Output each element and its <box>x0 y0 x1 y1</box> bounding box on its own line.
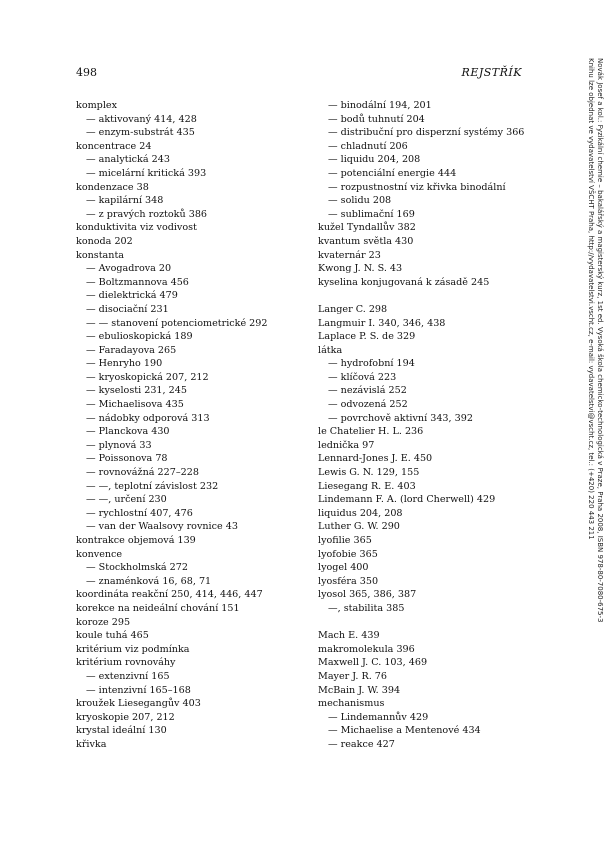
index-entry: kritérium viz podmínka <box>76 643 190 655</box>
index-entry: mechanismus <box>318 698 385 710</box>
publication-note-line-1: Novák Josef a kol.: Fyzikální chemie – bakalářský a magisterský kurz, 1st ed. Vysoká škola chemicko-technologická v Praze, Praha 2008, ISBN 978-80-7080-675-3 <box>596 58 604 623</box>
index-entry: koroze 295 <box>76 616 131 628</box>
index-subentry: — —, určení 230 <box>86 494 167 506</box>
index-subentry: — rychlostní 407, 476 <box>86 507 193 519</box>
index-entry: makromolekula 396 <box>318 643 415 655</box>
index-subentry: — klíčová 223 <box>328 371 397 383</box>
index-subentry: — —, teplotní závislost 232 <box>86 480 219 492</box>
index-subentry: — distribuční pro disperzní systémy 366 <box>328 127 525 139</box>
index-subentry: — kapilární 348 <box>86 195 164 207</box>
index-entry: koordináta reakční 250, 414, 446, 447 <box>76 589 263 601</box>
index-entry: kroužek Liesegangův 403 <box>76 698 201 710</box>
index-entry: lednička 97 <box>318 439 375 451</box>
index-subentry: — odvozená 252 <box>328 399 408 411</box>
index-subentry: — nádobky odporová 313 <box>86 412 210 424</box>
index-entry: komplex <box>76 100 117 111</box>
index-subentry: —, stabilita 385 <box>328 602 405 614</box>
index-column-left <box>76 99 306 752</box>
page-number: 498 <box>76 66 97 79</box>
index-column-right <box>318 99 548 752</box>
index-entry: Luther G. W. 290 <box>318 521 400 533</box>
index-subentry: — Stockholmská 272 <box>86 562 188 574</box>
index-entry: Kwong J. N. S. 43 <box>318 263 403 275</box>
index-subentry: — nezávislá 252 <box>328 385 407 397</box>
index-entry: le Chatelier H. L. 236 <box>318 426 424 438</box>
index-entry: lyosol 365, 386, 387 <box>318 589 417 601</box>
index-subentry: — Michaelise a Mentenové 434 <box>328 725 481 737</box>
index-subentry: — aktivovaný 414, 428 <box>86 113 197 125</box>
index-entry: kontrakce objemová 139 <box>76 535 196 546</box>
index-entry: Langmuir I. 340, 346, 438 <box>318 317 446 329</box>
index-entry: Langer C. 298 <box>318 303 388 315</box>
index-subentry: — intenzivní 165–168 <box>86 684 191 696</box>
publication-note-line-2: Knihu lze objednat ve vydavatelství VŠCHT Praha, http://vydavatelstvi.vscht.cz, e-mail: vydavatelstvi@vscht.cz, tel.: (+420) 220 443 211 <box>587 58 595 540</box>
index-subentry: — Faradayova 265 <box>86 344 177 356</box>
index-entry: Mayer J. R. 76 <box>318 670 388 682</box>
index-entry: Liesegang R. E. 403 <box>318 480 416 492</box>
index-entry: lyogel 400 <box>318 562 369 574</box>
index-subentry: — enzym-substrát 435 <box>86 127 195 139</box>
index-entry: lyosféra 350 <box>318 575 379 587</box>
publication-note <box>586 58 604 798</box>
index-entry: kryoskopie 207, 212 <box>76 711 175 723</box>
index-subentry: — liquidu 204, 208 <box>328 154 421 166</box>
index-entry: kužel Tyndallův 382 <box>318 222 416 234</box>
index-gap <box>318 289 548 303</box>
index-entry: koule tuhá 465 <box>76 630 149 642</box>
index-subentry: — solidu 208 <box>328 195 392 207</box>
index-subentry: — povrchově aktivní 343, 392 <box>328 412 473 424</box>
index-subentry: — Boltzmannova 456 <box>86 276 189 288</box>
index-subentry: — analytická 243 <box>86 154 170 166</box>
index-subentry: — micelární kritická 393 <box>86 167 207 179</box>
index-subentry: — Poissonova 78 <box>86 453 168 465</box>
index-subentry: — hydrofobní 194 <box>328 358 415 370</box>
index-entry: konvence <box>76 548 123 560</box>
index-subentry: — Planckova 430 <box>86 426 170 438</box>
index-subentry: — ebulioskopická 189 <box>86 331 193 343</box>
index-entry: křivka <box>76 738 107 750</box>
index-subentry: — extenzivní 165 <box>86 670 170 682</box>
index-subentry: — plynová 33 <box>86 439 152 451</box>
index-subentry: — van der Waalsovy rovnice 43 <box>86 521 238 533</box>
index-entry: konoda 202 <box>76 235 133 247</box>
index-entry: McBain J. W. 394 <box>318 684 401 696</box>
index-subentry: — rozpustnostní viz křivka binodální <box>328 181 506 193</box>
index-entry: kvaternár 23 <box>318 249 381 261</box>
index-subentry: — chladnutí 206 <box>328 140 408 152</box>
index-subentry: — Avogadrova 20 <box>86 263 172 275</box>
index-subentry: — Henryho 190 <box>86 358 163 370</box>
index-subentry: — binodální 194, 201 <box>328 100 432 111</box>
index-entry: kyselina konjugovaná k zásadě 245 <box>318 276 490 288</box>
index-entry: korekce na neideální chování 151 <box>76 602 240 614</box>
index-subentry: — Michaelisova 435 <box>86 399 184 411</box>
index-subentry: — kyselosti 231, 245 <box>86 385 187 397</box>
index-subentry: — rovnovážná 227–228 <box>86 467 199 479</box>
index-entry: Maxwell J. C. 103, 469 <box>318 657 428 669</box>
index-gap <box>318 616 548 630</box>
index-subentry: — kryoskopická 207, 212 <box>86 371 209 383</box>
index-entry: lyofilie 365 <box>318 535 372 546</box>
index-entry: Mach E. 439 <box>318 630 380 642</box>
index-entry: konstanta <box>76 249 125 261</box>
index-subentry: — potenciální energie 444 <box>328 167 457 179</box>
index-subentry: — dielektrická 479 <box>86 290 178 302</box>
index-subentry: — — stanovení potenciometrické 292 <box>86 317 268 329</box>
index-subentry: — Lindemannův 429 <box>328 711 429 723</box>
index-subentry: — sublimační 169 <box>328 208 415 220</box>
index-entry: krystal ideální 130 <box>76 725 167 737</box>
index-entry: Laplace P. S. de 329 <box>318 331 416 343</box>
index-subentry: — disociační 231 <box>86 303 169 315</box>
index-entry: Lindemann F. A. (lord Cherwell) 429 <box>318 494 496 506</box>
index-entry: liquidus 204, 208 <box>318 507 403 519</box>
index-subentry: — znaménková 16, 68, 71 <box>86 575 212 587</box>
index-entry: koncentrace 24 <box>76 140 152 152</box>
index-entry: kondenzace 38 <box>76 181 149 193</box>
index-entry: lyofobie 365 <box>318 548 378 560</box>
index-subentry: — bodů tuhnutí 204 <box>328 113 425 125</box>
index-entry: látka <box>318 344 343 356</box>
index-subentry: — z pravých roztoků 386 <box>86 208 208 220</box>
index-entry: kritérium rovnováhy <box>76 657 176 669</box>
index-entry: kvantum světla 430 <box>318 235 414 247</box>
index-entry: konduktivita viz vodivost <box>76 222 197 234</box>
index-subentry: — reakce 427 <box>328 738 395 750</box>
section-title: REJSTŘÍK <box>461 66 522 79</box>
index-entry: Lewis G. N. 129, 155 <box>318 467 420 479</box>
index-entry: Lennard-Jones J. E. 450 <box>318 453 433 465</box>
